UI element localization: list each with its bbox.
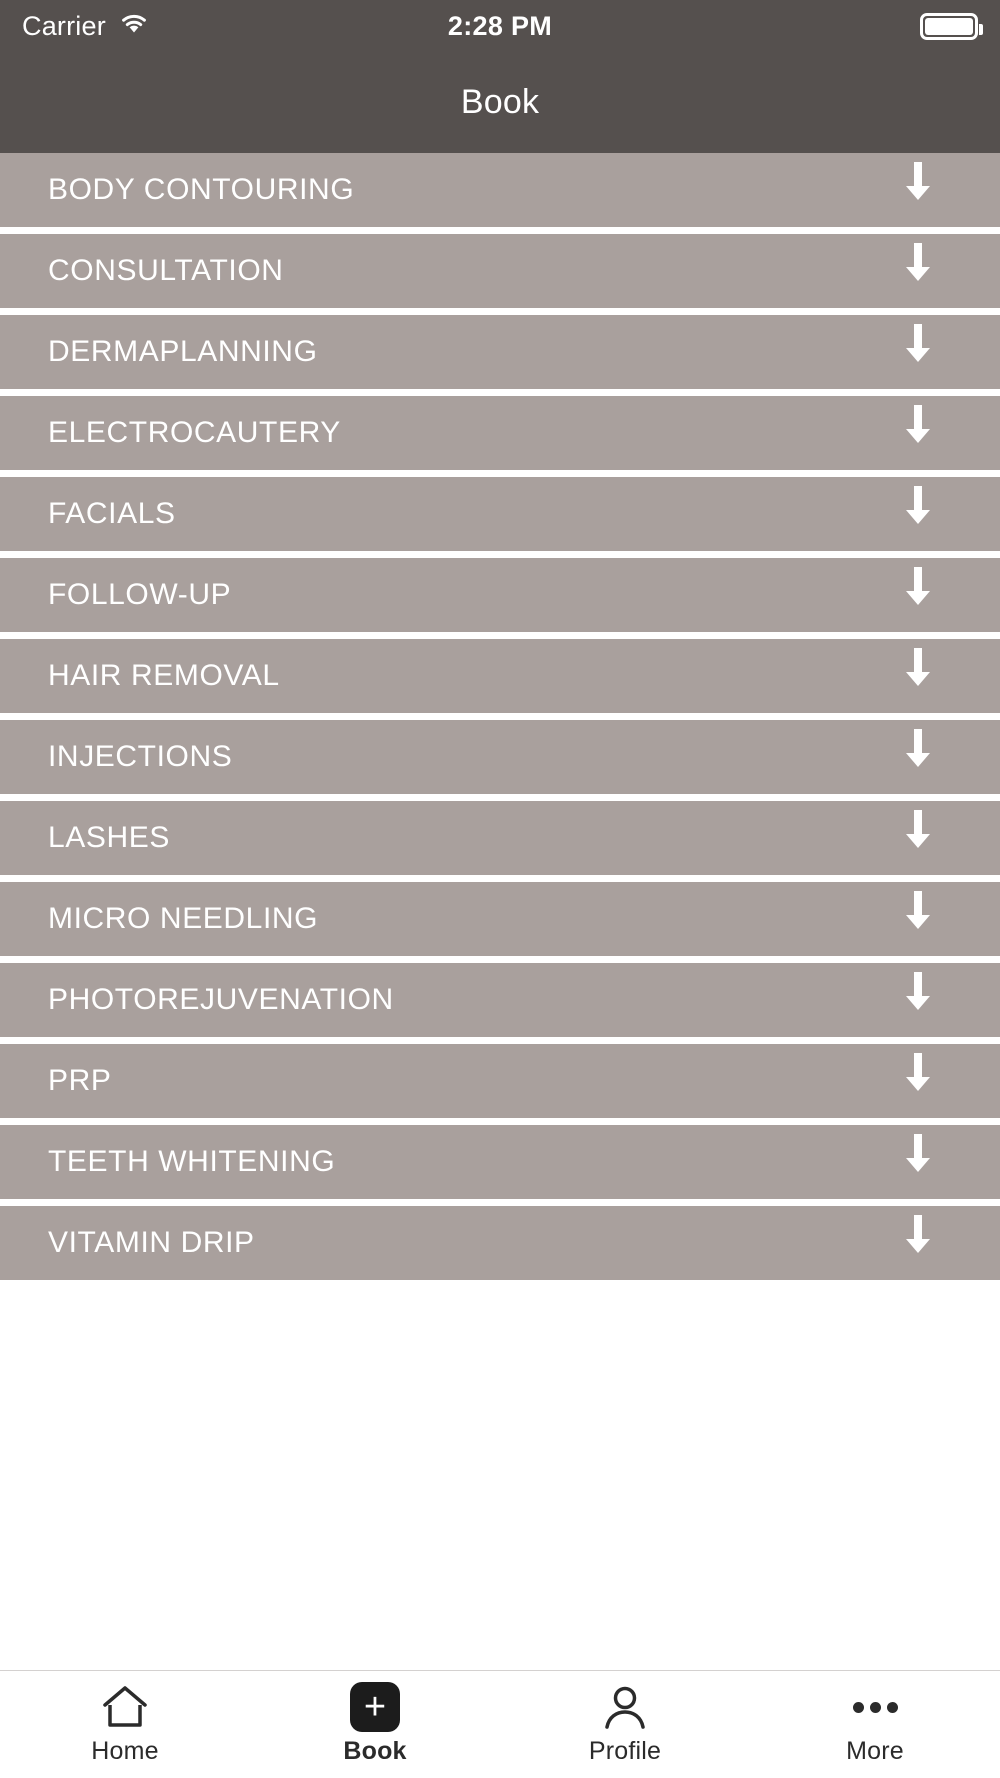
down-arrow-icon <box>898 563 938 607</box>
list-item[interactable] <box>0 963 1000 1037</box>
status-time: 2:28 PM <box>447 10 553 41</box>
list-item-label: HAIR REMOVAL <box>48 659 280 692</box>
list-item-label: BODY CONTOURING <box>48 173 355 206</box>
down-arrow-icon <box>898 644 938 688</box>
person-icon <box>599 1683 651 1731</box>
tab-label: Home <box>91 1737 159 1765</box>
down-arrow-icon <box>898 1211 938 1255</box>
list-item[interactable] <box>0 1206 1000 1280</box>
tab-bar <box>0 1670 1000 1778</box>
battery-fill <box>925 18 973 35</box>
list-item-label: ELECTROCAUTERY <box>48 416 341 449</box>
list-item[interactable] <box>0 720 1000 794</box>
list-item[interactable] <box>0 477 1000 551</box>
down-arrow-icon <box>898 1049 938 1093</box>
down-arrow-icon <box>898 158 938 202</box>
tab-label: Book <box>343 1737 407 1765</box>
ellipsis-icon <box>853 1683 898 1731</box>
tab-book[interactable] <box>250 1671 500 1778</box>
list-item-label: INJECTIONS <box>48 740 233 773</box>
list-item[interactable] <box>0 558 1000 632</box>
page-title: Book <box>460 83 540 121</box>
list-item-label: TEETH WHITENING <box>48 1145 336 1178</box>
list-item-label: FOLLOW-UP <box>48 578 232 611</box>
tab-label: Profile <box>588 1737 662 1765</box>
status-bar-left <box>22 11 150 42</box>
list-item-label: FACIALS <box>48 497 176 530</box>
list-item[interactable] <box>0 234 1000 308</box>
list-item[interactable] <box>0 315 1000 389</box>
list-item[interactable] <box>0 882 1000 956</box>
status-bar-right <box>920 13 978 40</box>
tab-label: More <box>846 1737 904 1765</box>
tab-profile[interactable] <box>500 1671 750 1778</box>
down-arrow-icon <box>898 968 938 1012</box>
tab-more[interactable] <box>750 1671 1000 1778</box>
down-arrow-icon <box>898 320 938 364</box>
list-item[interactable] <box>0 396 1000 470</box>
ellipsis-dots <box>853 1702 898 1713</box>
down-arrow-icon <box>898 239 938 283</box>
list-item[interactable] <box>0 639 1000 713</box>
down-arrow-icon <box>898 482 938 526</box>
category-list[interactable] <box>0 153 1000 1670</box>
carrier-label: Carrier <box>22 10 106 41</box>
tab-home[interactable] <box>0 1671 250 1778</box>
wifi-icon <box>118 11 150 42</box>
down-arrow-icon <box>898 401 938 445</box>
list-item-label: LASHES <box>48 821 170 854</box>
plus-square: + <box>350 1682 400 1732</box>
list-item-label: CONSULTATION <box>48 254 284 287</box>
down-arrow-icon <box>898 1130 938 1174</box>
down-arrow-icon <box>898 806 938 850</box>
nav-bar <box>0 52 1000 153</box>
down-arrow-icon <box>898 887 938 931</box>
list-item-label: PHOTOREJUVENATION <box>48 983 394 1016</box>
list-item[interactable] <box>0 1044 1000 1118</box>
list-item[interactable] <box>0 153 1000 227</box>
list-item[interactable] <box>0 801 1000 875</box>
list-item-label: PRP <box>48 1064 112 1097</box>
list-item-label: DERMAPLANNING <box>48 335 318 368</box>
status-bar <box>0 0 1000 52</box>
plus-icon <box>350 1683 400 1731</box>
list-item-label: VITAMIN DRIP <box>48 1226 255 1259</box>
home-icon <box>99 1683 151 1731</box>
list-item[interactable] <box>0 1125 1000 1199</box>
down-arrow-icon <box>898 725 938 769</box>
battery-icon <box>920 13 978 40</box>
list-item-label: MICRO NEEDLING <box>48 902 319 935</box>
